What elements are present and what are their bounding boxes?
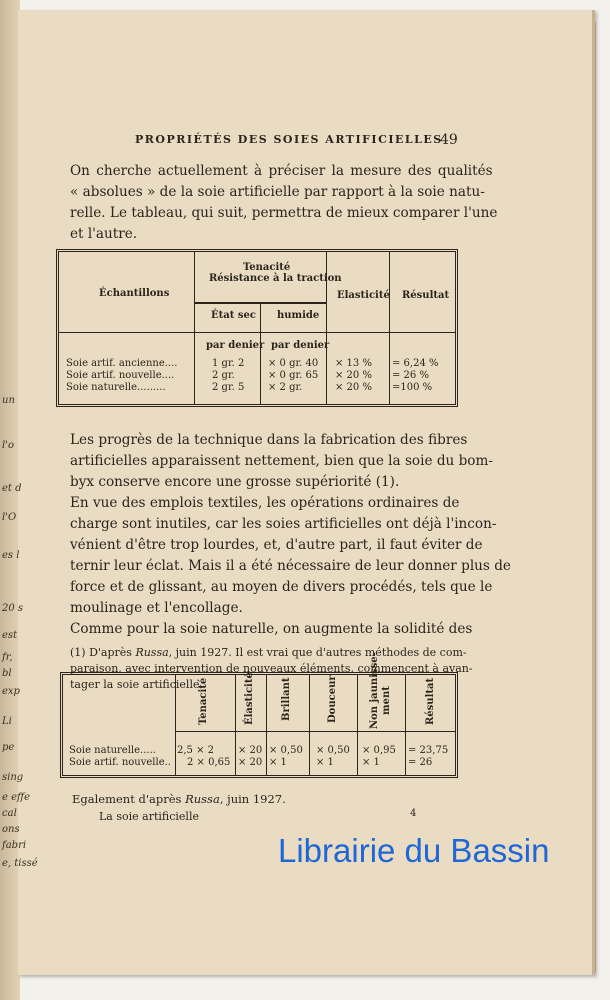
cell-sec: 2 gr. 5	[212, 382, 245, 393]
cell-resultat: = 26	[408, 757, 433, 768]
edge-fragment: et d	[2, 483, 22, 494]
footnote-line: paraison, avec intervention de nouveaux éléments, commencent à avan-	[70, 662, 473, 675]
unit-label: par denier	[271, 340, 330, 351]
cell-elasticite: × 20	[238, 757, 263, 768]
comparison-table	[56, 249, 458, 407]
header-brillant: Brillant	[281, 677, 292, 721]
page-number: 49	[440, 132, 458, 148]
header-echantillons: Échantillons	[99, 288, 170, 299]
header-tenacite: Tenacité	[243, 262, 291, 273]
row-label: Soie artif. nouvelle....	[66, 370, 175, 381]
row-label: Soie naturelle.....	[69, 745, 156, 756]
edge-fragment: l'O	[2, 512, 17, 523]
header-elasticite: Elasticité	[337, 290, 390, 301]
edge-fragment: fabri	[2, 840, 27, 851]
header-non-jaunissement: Non jaunisse-	[369, 652, 380, 729]
header-tenacite: Tenacité	[198, 677, 209, 725]
edge-fragment: 20 s	[2, 603, 24, 614]
paragraph-line: et l'autre.	[70, 226, 138, 242]
paragraph-line: charge sont inutiles, car les soies artificielles ont déjà l'incon-	[70, 516, 497, 532]
edge-fragment: Li	[2, 716, 12, 727]
paragraph-line: On cherche actuellement à préciser la mesure des qualités	[70, 163, 493, 179]
footnote-line: (1) D'après Russa, juin 1927. Il est vrai que d'autres méthodes de com-	[70, 646, 467, 659]
paragraph-line: En vue des emplois textiles, les opérations ordinaires de	[70, 495, 460, 511]
watermark-logo: Librairie du Bassin	[278, 832, 550, 869]
cell-resultat: =100 %	[392, 382, 433, 393]
cell-elasticite: × 20 %	[335, 370, 372, 381]
header-etat-sec: État sec	[211, 310, 256, 321]
paragraph-line: ternir leur éclat. Mais il a été nécessaire de leur donner plus de	[70, 558, 511, 574]
paragraph-line: Les progrès de la technique dans la fabrication des fibres	[70, 432, 468, 448]
header-resistance: Résistance à la traction	[209, 273, 342, 284]
edge-fragment: sing	[2, 772, 24, 783]
source-note: Egalement d'après Russa, juin 1927.	[72, 792, 286, 806]
cell-resultat: = 6,24 %	[392, 358, 439, 369]
cell-sec: 2 gr.	[212, 370, 235, 381]
cell-brillant: × 1	[269, 757, 287, 768]
header-douceur: Douceur	[327, 675, 338, 723]
cell-jaunissement: × 0,95	[362, 745, 396, 756]
running-header: PROPRIÉTÉS DES SOIES ARTIFICIELLES	[135, 133, 443, 146]
edge-fragment: est	[2, 630, 18, 641]
edge-fragment: es l	[2, 550, 20, 561]
header-resultat: Résultat	[402, 290, 450, 301]
edge-fragment: cal	[2, 808, 17, 819]
cell-humide: × 2 gr.	[268, 382, 303, 393]
edge-fragment: pe	[2, 742, 15, 753]
edge-fragment: e effe	[2, 792, 31, 803]
paragraph-line: « absolues » de la soie artificielle par rapport à la soie natu-	[70, 184, 485, 200]
cell-douceur: × 1	[316, 757, 334, 768]
cell-humide: × 0 gr. 65	[268, 370, 319, 381]
footer-signature: 4	[410, 808, 417, 819]
cell-elasticite: × 13 %	[335, 358, 372, 369]
row-label: Soie artif. nouvelle..	[69, 757, 171, 768]
cell-sec: 1 gr. 2	[212, 358, 245, 369]
cell-tenacite: 2,5 × 2	[177, 745, 215, 756]
edge-fragment: l'o	[2, 440, 14, 451]
edge-fragment: bl	[2, 668, 12, 679]
edge-fragment: un	[2, 395, 15, 406]
cell-resultat: = 23,75	[408, 745, 449, 756]
edge-fragment: exp	[2, 686, 20, 697]
footer-title: La soie artificielle	[99, 810, 199, 823]
cell-elasticite: × 20 %	[335, 382, 372, 393]
paragraph-line: force et de glissant, au moyen de divers procédés, tels que le	[70, 579, 493, 595]
cell-tenacite: 2 × 0,65	[187, 757, 231, 768]
row-label: Soie naturelle.........	[66, 382, 166, 393]
header-elasticite: Élasticité	[244, 672, 255, 725]
cell-elasticite: × 20	[238, 745, 263, 756]
header-non-jaunissement-2: ment	[381, 686, 392, 715]
paragraph-line: moulinage et l'encollage.	[70, 600, 243, 616]
edge-fragment: e, tissé	[2, 858, 38, 869]
cell-brillant: × 0,50	[269, 745, 303, 756]
row-label: Soie artif. ancienne....	[66, 358, 178, 369]
header-resultat: Résultat	[425, 677, 436, 725]
cell-resultat: = 26 %	[392, 370, 429, 381]
edge-fragment: ons	[2, 824, 20, 835]
cell-humide: × 0 gr. 40	[268, 358, 319, 369]
paragraph-line: byx conserve encore une grosse supériorité (1).	[70, 474, 400, 490]
paragraph-line: artificielles apparaissent nettement, bien que la soie du bom-	[70, 453, 493, 469]
paragraph-line: vénient d'être trop lourdes, et, d'autre part, il faut éviter de	[70, 537, 483, 553]
cell-douceur: × 0,50	[316, 745, 350, 756]
paragraph-line: Comme pour la soie naturelle, on augmente la solidité des	[70, 621, 473, 637]
paragraph-line: relle. Le tableau, qui suit, permettra de mieux comparer l'une	[70, 205, 498, 221]
cell-jaunissement: × 1	[362, 757, 380, 768]
footnote-line: tager la soie artificielle.	[70, 678, 203, 691]
header-humide: humide	[277, 310, 320, 321]
edge-fragment: fr,	[2, 652, 13, 663]
unit-label: par denier	[206, 340, 265, 351]
